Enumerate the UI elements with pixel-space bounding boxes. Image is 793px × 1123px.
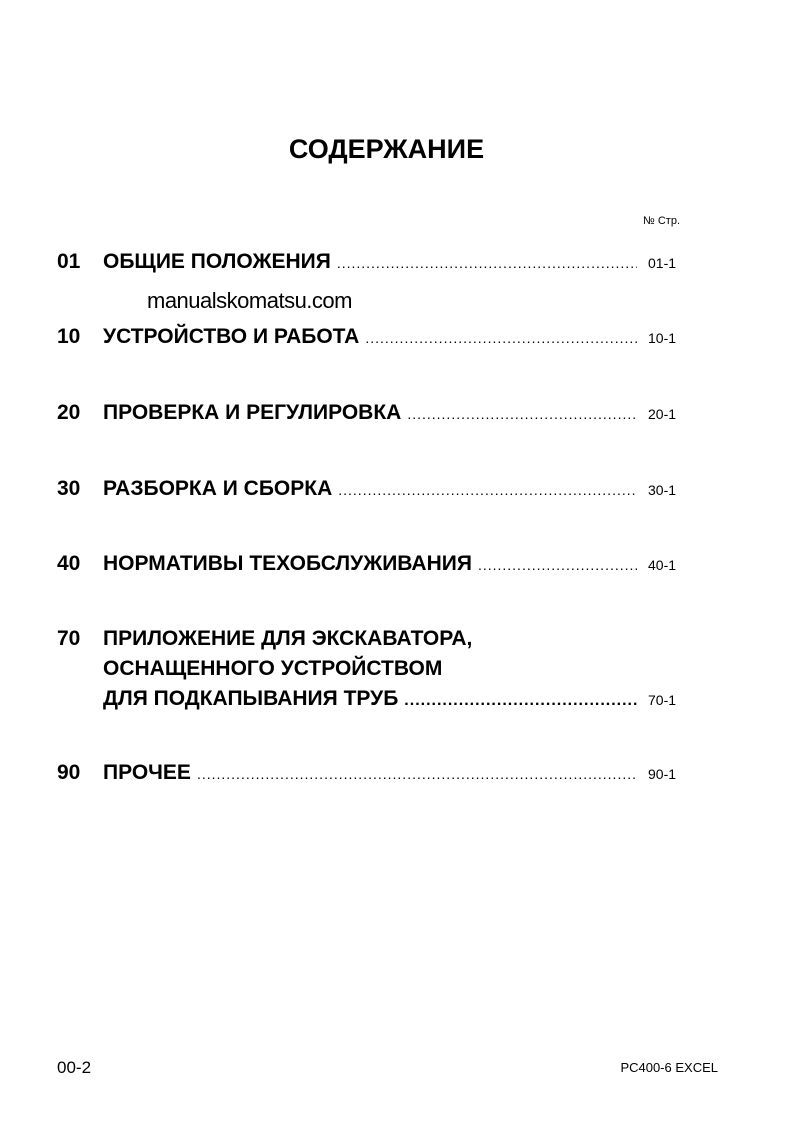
section-number: 10 [57, 325, 81, 348]
section-title: ОБЩИЕ ПОЛОЖЕНИЯ [103, 250, 331, 273]
section-title-line: ДЛЯ ПОДКАПЫВАНИЯ ТРУБ [103, 687, 399, 710]
page-title: СОДЕРЖАНИЕ [288, 134, 485, 164]
section-title-line: ОСНАЩЕННОГО УСТРОЙСТВОМ [103, 657, 443, 680]
watermark: manualskomatsu.com [147, 288, 352, 313]
page-column-header: № Стр. [643, 215, 681, 227]
section-page: 70-1 [648, 692, 677, 708]
leader-dots [365, 323, 637, 353]
section-title-line: ПРИЛОЖЕНИЕ ДЛЯ ЭКСКАВАТОРА, [103, 627, 473, 650]
section-number: 20 [57, 401, 81, 424]
section-page: 10-1 [648, 330, 677, 346]
section-title: УСТРОЙСТВО И РАБОТА [103, 325, 360, 348]
section-number: 01 [57, 250, 81, 273]
leader-dots [407, 399, 637, 429]
section-page: 30-1 [648, 482, 677, 498]
leader-dots [404, 686, 637, 716]
section-number: 30 [57, 477, 81, 500]
section-page: 90-1 [648, 766, 677, 782]
section-title: ПРОЧЕЕ [103, 761, 191, 784]
section-page: 01-1 [648, 255, 677, 271]
leader-dots [197, 759, 637, 789]
section-title: РАЗБОРКА И СБОРКА [103, 477, 333, 500]
section-number: 90 [57, 761, 81, 784]
section-title: ПРОВЕРКА И РЕГУЛИРОВКА [103, 401, 402, 424]
footer-model: PC400-6 EXCEL [620, 1060, 718, 1075]
leader-dots [478, 550, 637, 580]
leader-dots [338, 475, 637, 505]
section-title: НОРМАТИВЫ ТЕХОБСЛУЖИВАНИЯ [103, 552, 472, 575]
section-number: 70 [57, 627, 81, 650]
section-number: 40 [57, 552, 81, 575]
section-page: 20-1 [648, 406, 677, 422]
footer-page-number: 00-2 [57, 1058, 92, 1077]
leader-dots [337, 248, 637, 278]
section-page: 40-1 [648, 557, 677, 573]
